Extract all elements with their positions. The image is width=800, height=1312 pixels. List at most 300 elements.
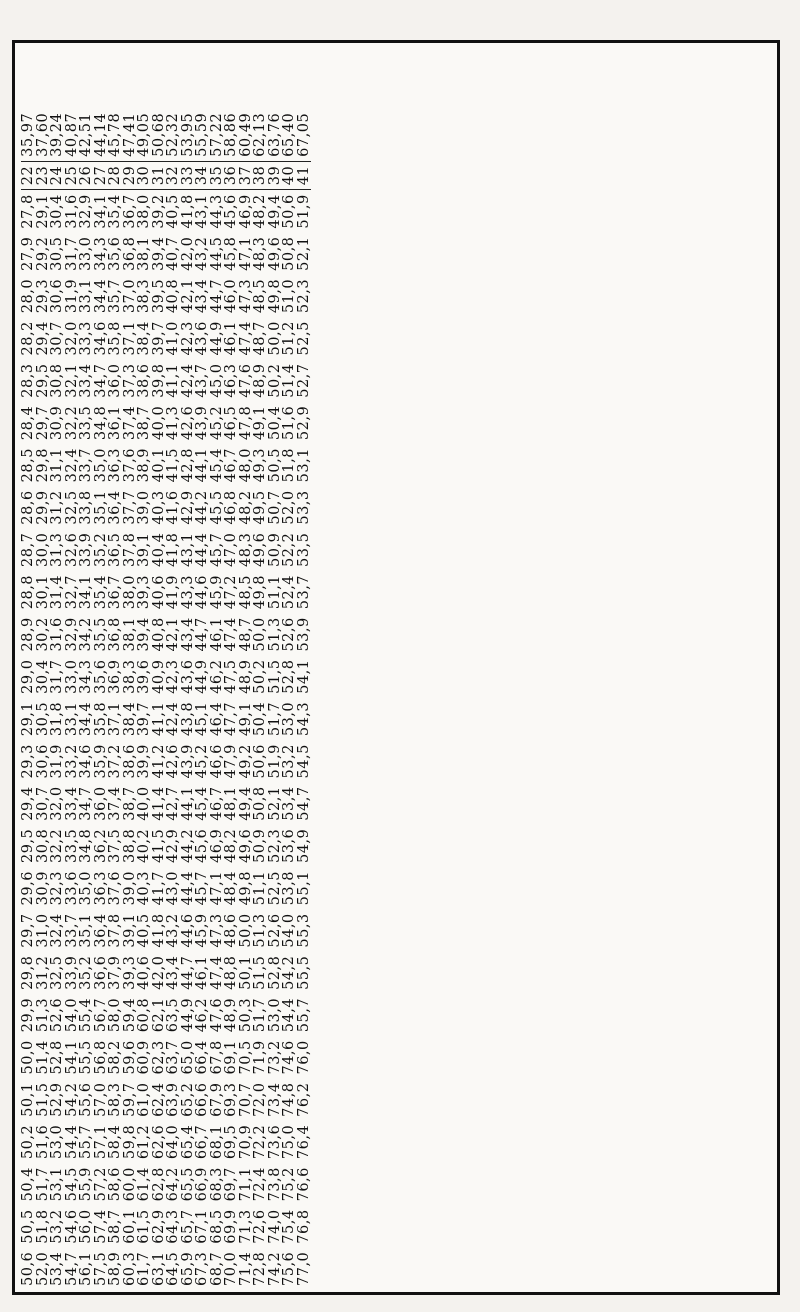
table-cell: 40,9 — [150, 659, 167, 694]
table-cell: 59,7 — [121, 1082, 138, 1117]
table-cell: 77,0 — [295, 1251, 312, 1286]
table-cell: 54,5 — [63, 1167, 80, 1202]
table-cell: 43,6 — [179, 659, 196, 694]
table-cell: 36,3 — [107, 448, 123, 483]
table-cell: 61,7 — [136, 1251, 152, 1286]
table-cell: 41,8 — [179, 194, 196, 229]
table-cell: 34,1 — [78, 574, 94, 610]
table-cell: 41,3 — [165, 405, 181, 441]
table-cell: 40,8 — [150, 617, 167, 652]
table-cell: 31,8 — [49, 701, 65, 737]
table-cell: 50,2 — [20, 1124, 36, 1160]
table-cell: 35,2 — [92, 532, 109, 567]
table-cell: 32,0 — [63, 321, 80, 356]
table-cell: 51,8 — [34, 1209, 51, 1244]
table-cell: 49,4 — [237, 786, 254, 821]
table-cell: 42,6 — [179, 405, 196, 441]
table-cell: 54,2 — [281, 955, 297, 990]
table-cell: 50,9 — [266, 532, 283, 567]
table-cell: 48,2 — [237, 490, 254, 525]
table-cell: 44,9 — [208, 321, 225, 356]
table-cell: 28,5 — [20, 448, 36, 483]
table-cell: 76,8 — [295, 1209, 312, 1244]
table-cell: 35,0 — [78, 871, 94, 906]
table-cell: 53,0 — [281, 701, 297, 737]
table-cell: 37,8 — [107, 913, 123, 948]
table-cell: 58,6 — [107, 1167, 123, 1202]
table-cell: 40,6 — [150, 574, 167, 610]
table-cell: 39,4 — [136, 617, 152, 652]
table-cell: 38,3 — [136, 278, 152, 314]
table-cell: 29,5 — [20, 828, 36, 864]
table-cell: 30,4 — [34, 659, 51, 694]
table-cell: 69,1 — [223, 1040, 239, 1075]
table-cell: 30,8 — [49, 363, 65, 398]
table-cell: 53,2 — [49, 1209, 65, 1244]
row-index-cell: 31 — [152, 161, 167, 189]
table-cell: 49,3 — [252, 448, 268, 483]
table-cell: 35,5 — [92, 617, 109, 652]
table-cell: 51,4 — [281, 363, 297, 398]
table-cell: 36,4 — [107, 490, 123, 525]
table-cell: 37,9 — [107, 955, 123, 990]
table-cell: 29,3 — [34, 278, 51, 314]
table-cell: 37,5 — [107, 828, 123, 864]
table-cell: 33,1 — [63, 701, 80, 737]
table-cell: 54,6 — [63, 1209, 80, 1244]
table-cell: 32,9 — [78, 194, 94, 229]
table-cell: 65,7 — [179, 1209, 196, 1244]
table-cell: 49,2 — [237, 744, 254, 779]
table-cell: 48,6 — [223, 913, 239, 948]
table-cell: 33,0 — [78, 236, 94, 271]
table-cell: 55,5 — [295, 955, 312, 990]
table-cell: 51,7 — [34, 1167, 51, 1202]
table-cell: 43,1 — [179, 532, 196, 567]
table-cell: 59,6 — [121, 1040, 138, 1075]
table-cell: 38,1 — [121, 617, 138, 652]
table-row — [297, 109, 312, 1290]
table-cell: 74,0 — [266, 1209, 283, 1244]
table-cell: 48,8 — [223, 955, 239, 990]
row-index-cell: 38 — [253, 161, 268, 189]
table-cell: 48,5 — [237, 574, 254, 610]
table-cell: 30,6 — [49, 278, 65, 314]
table-cell: 53,8 — [281, 871, 297, 906]
table-cell: 58,7 — [107, 1209, 123, 1244]
table-cell: 52,1 — [266, 786, 283, 821]
table-cell: 76,0 — [295, 1040, 312, 1075]
table-cell: 61,5 — [136, 1209, 152, 1244]
table-cell: 33,7 — [78, 448, 94, 483]
table-cell: 54,1 — [295, 659, 312, 694]
row-index-cell: 39 — [268, 161, 283, 189]
table-cell: 33,4 — [63, 786, 80, 821]
row-index-cell: 25 — [65, 161, 80, 189]
table-cell: 43,4 — [165, 955, 181, 990]
table-cell: 44,5 — [208, 236, 225, 271]
table-cell: 51,6 — [34, 1124, 51, 1160]
table-cell: 47,8 — [237, 405, 254, 441]
row-index-cell: 24 — [50, 161, 65, 189]
table-cell: 48,0 — [237, 448, 254, 483]
table-cell: 45,7 — [194, 871, 210, 906]
table-cell: 43,1 — [194, 194, 210, 229]
table-cell: 29,2 — [34, 236, 51, 271]
table-row — [282, 109, 297, 1290]
result-cell: 62,13 — [253, 109, 268, 162]
table-cell: 37,7 — [121, 490, 138, 525]
table-cell: 47,4 — [208, 955, 225, 990]
result-cell: 63,76 — [268, 109, 283, 162]
table-cell: 54,3 — [295, 701, 312, 737]
table-cell: 57,1 — [92, 1124, 109, 1160]
table-cell: 47,6 — [237, 363, 254, 398]
table-cell: 50,0 — [252, 617, 268, 652]
table-cell: 46,8 — [223, 490, 239, 525]
table-cell: 66,4 — [194, 1040, 210, 1075]
table-cell: 41,1 — [165, 363, 181, 398]
table-cell: 32,4 — [49, 913, 65, 948]
table-cell: 52,8 — [266, 955, 283, 990]
table-cell: 48,4 — [223, 871, 239, 906]
table-cell: 31,6 — [49, 617, 65, 652]
table-cell: 44,9 — [194, 659, 210, 694]
table-cell: 41,1 — [150, 701, 167, 737]
table-cell: 53,1 — [295, 448, 312, 483]
table-cell: 47,5 — [223, 659, 239, 694]
table-cell: 38,6 — [121, 744, 138, 779]
table-cell: 71,9 — [252, 1040, 268, 1075]
value-table-body — [21, 109, 311, 1290]
table-cell: 65,0 — [179, 1040, 196, 1075]
table-cell: 39,3 — [136, 574, 152, 610]
table-cell: 29,8 — [20, 955, 36, 990]
table-cell: 40,5 — [165, 194, 181, 229]
table-cell: 74,8 — [281, 1082, 297, 1117]
row-index-cell: 41 — [297, 161, 312, 189]
table-cell: 35,7 — [107, 278, 123, 314]
table-cell: 41,8 — [165, 532, 181, 567]
row-index-cell: 23 — [36, 161, 51, 189]
table-cell: 31,7 — [63, 236, 80, 271]
table-cell: 29,8 — [34, 448, 51, 483]
table-cell: 32,2 — [63, 405, 80, 441]
table-cell: 42,7 — [165, 786, 181, 821]
table-cell: 70,7 — [237, 1082, 254, 1117]
table-cell: 75,2 — [281, 1167, 297, 1202]
table-cell: 46,0 — [223, 278, 239, 314]
table-cell: 43,3 — [179, 574, 196, 610]
table-cell: 37,2 — [107, 744, 123, 779]
table-cell: 50,4 — [252, 701, 268, 737]
table-row — [108, 109, 123, 1290]
table-cell: 50,7 — [266, 490, 283, 525]
table-cell: 64,3 — [165, 1209, 181, 1244]
table-cell: 46,7 — [223, 448, 239, 483]
table-cell: 31,9 — [49, 744, 65, 779]
table-cell: 45,4 — [194, 786, 210, 821]
row-index-cell: 26 — [79, 161, 94, 189]
row-index-cell: 37 — [239, 161, 254, 189]
table-cell: 44,7 — [208, 278, 225, 314]
table-cell: 36,8 — [121, 236, 138, 271]
table-cell: 65,2 — [179, 1082, 196, 1117]
table-cell: 32,2 — [49, 828, 65, 864]
table-cell: 51,0 — [281, 278, 297, 314]
table-cell: 40,3 — [136, 871, 152, 906]
table-cell: 29,9 — [34, 490, 51, 525]
table-cell: 54,7 — [63, 1251, 80, 1286]
result-cell: 35,97 — [21, 109, 36, 162]
table-cell: 51,9 — [266, 744, 283, 779]
table-cell: 41,5 — [165, 448, 181, 483]
table-cell: 46,9 — [237, 194, 254, 229]
table-cell: 32,5 — [49, 955, 65, 990]
table-cell: 41,7 — [150, 871, 167, 906]
table-cell: 37,4 — [121, 405, 138, 441]
table-cell: 35,9 — [92, 744, 109, 779]
table-cell: 46,4 — [208, 701, 225, 737]
table-cell: 44,6 — [194, 574, 210, 610]
table-cell: 52,8 — [281, 659, 297, 694]
table-cell: 30,0 — [34, 532, 51, 567]
table-cell: 29,3 — [20, 744, 36, 779]
table-cell: 48,7 — [252, 321, 268, 356]
table-cell: 43,2 — [165, 913, 181, 948]
table-cell: 52,8 — [49, 1040, 65, 1075]
table-cell: 36,8 — [107, 617, 123, 652]
table-cell: 47,9 — [223, 744, 239, 779]
table-cell: 45,6 — [194, 828, 210, 864]
table-cell: 42,0 — [179, 236, 196, 271]
table-cell: 65,9 — [179, 1251, 196, 1286]
row-index-cell: 34 — [195, 161, 210, 189]
table-cell: 39,6 — [136, 659, 152, 694]
table-cell: 55,5 — [78, 1040, 94, 1075]
table-cell: 35,8 — [92, 701, 109, 737]
table-cell: 34,4 — [92, 278, 109, 314]
table-cell: 50,0 — [266, 321, 283, 356]
table-cell: 54,7 — [295, 786, 312, 821]
table-cell: 73,4 — [266, 1082, 283, 1117]
result-cell: 44,14 — [94, 109, 109, 162]
table-cell: 30,9 — [34, 871, 51, 906]
table-cell: 66,7 — [194, 1124, 210, 1160]
row-index-cell: 33 — [181, 161, 196, 189]
table-cell: 37,1 — [107, 701, 123, 737]
table-cell: 40,1 — [150, 448, 167, 483]
table-cell: 34,4 — [78, 701, 94, 737]
table-cell: 44,4 — [179, 871, 196, 906]
table-cell: 42,9 — [179, 490, 196, 525]
table-cell: 64,2 — [165, 1167, 181, 1202]
table-cell: 54,1 — [63, 1040, 80, 1075]
result-cell: 40,87 — [65, 109, 80, 162]
table-cell: 37,3 — [121, 363, 138, 398]
result-cell: 52,32 — [166, 109, 181, 162]
table-cell: 39,1 — [136, 532, 152, 567]
table-cell: 45,8 — [223, 236, 239, 271]
table-cell: 51,3 — [252, 913, 268, 948]
table-cell: 39,4 — [150, 236, 167, 271]
table-cell: 32,0 — [49, 786, 65, 821]
table-cell: 40,2 — [136, 828, 152, 864]
table-cell: 58,2 — [107, 1040, 123, 1075]
table-cell: 49,8 — [266, 278, 283, 314]
table-cell: 63,7 — [165, 1040, 181, 1075]
table-cell: 50,3 — [237, 997, 254, 1033]
table-cell: 64,0 — [165, 1124, 181, 1160]
table-cell: 33,9 — [78, 532, 94, 567]
table-cell: 44,4 — [194, 532, 210, 567]
table-cell: 40,6 — [136, 955, 152, 990]
table-cell: 39,0 — [136, 490, 152, 525]
table-cell: 48,3 — [252, 236, 268, 271]
table-cell: 39,1 — [121, 913, 138, 948]
table-cell: 71,3 — [237, 1209, 254, 1244]
table-cell: 36,9 — [107, 659, 123, 694]
table-cell: 32,7 — [63, 574, 80, 610]
table-cell: 34,1 — [92, 194, 109, 229]
value-table — [21, 109, 311, 1290]
table-cell: 68,3 — [208, 1167, 225, 1202]
table-cell: 39,9 — [136, 744, 152, 779]
table-cell: 46,2 — [208, 659, 225, 694]
table-cell: 38,7 — [121, 786, 138, 821]
table-cell: 45,6 — [223, 194, 239, 229]
table-cell: 42,1 — [179, 278, 196, 314]
table-cell: 59,4 — [121, 997, 138, 1033]
table-cell: 38,8 — [121, 828, 138, 864]
table-cell: 34,3 — [92, 236, 109, 271]
table-cell: 62,1 — [150, 997, 167, 1033]
table-cell: 30,1 — [34, 574, 51, 610]
table-cell: 61,0 — [136, 1082, 152, 1117]
table-cell: 36,5 — [107, 532, 123, 567]
result-cell: 58,86 — [224, 109, 239, 162]
table-cell: 72,6 — [252, 1209, 268, 1244]
table-cell: 54,5 — [295, 744, 312, 779]
table-cell: 53,3 — [295, 490, 312, 525]
table-cell: 70,0 — [223, 1251, 239, 1286]
table-cell: 47,3 — [208, 913, 225, 948]
table-cell: 45,2 — [194, 744, 210, 779]
table-cell: 76,2 — [295, 1082, 312, 1117]
result-cell: 57,22 — [210, 109, 225, 162]
table-cell: 42,4 — [165, 701, 181, 737]
table-cell: 73,2 — [266, 1040, 283, 1075]
table-row — [181, 109, 196, 1290]
table-cell: 44,2 — [194, 490, 210, 525]
table-cell: 45,4 — [208, 448, 225, 483]
table-cell: 47,0 — [223, 532, 239, 567]
table-cell: 33,6 — [63, 871, 80, 906]
table-cell: 34,7 — [92, 363, 109, 398]
table-cell: 47,4 — [223, 617, 239, 652]
table-cell: 51,6 — [281, 405, 297, 441]
table-cell: 52,6 — [281, 617, 297, 652]
table-row — [253, 109, 268, 1290]
table-cell: 53,7 — [295, 574, 312, 610]
table-cell: 57,4 — [92, 1209, 109, 1244]
table-cell: 65,5 — [179, 1167, 196, 1202]
table-cell: 30,9 — [49, 405, 65, 441]
table-cell: 50,1 — [20, 1082, 36, 1117]
table-cell: 36,3 — [92, 871, 109, 906]
table-cell: 33,0 — [63, 659, 80, 694]
table-cell: 47,7 — [223, 701, 239, 737]
table-cell: 37,6 — [107, 871, 123, 906]
table-cell: 62,8 — [150, 1167, 167, 1202]
table-cell: 73,8 — [266, 1167, 283, 1202]
table-cell: 30,8 — [34, 828, 51, 864]
table-cell: 57,0 — [92, 1082, 109, 1117]
table-cell: 53,0 — [266, 997, 283, 1033]
table-cell: 69,5 — [223, 1124, 239, 1160]
table-cell: 42,0 — [150, 955, 167, 990]
table-cell: 34,8 — [78, 828, 94, 864]
table-cell: 51,9 — [295, 194, 312, 229]
table-cell: 40,4 — [150, 532, 167, 567]
table-cell: 49,4 — [266, 194, 283, 229]
table-cell: 47,2 — [223, 574, 239, 610]
table-cell: 53,4 — [281, 786, 297, 821]
table-cell: 60,8 — [136, 997, 152, 1033]
table-cell: 46,1 — [194, 955, 210, 990]
table-cell: 44,7 — [194, 617, 210, 652]
table-cell: 33,4 — [78, 363, 94, 398]
row-index-cell: 32 — [166, 161, 181, 189]
table-cell: 49,6 — [237, 828, 254, 864]
table-cell: 45,5 — [208, 490, 225, 525]
table-cell: 76,6 — [295, 1167, 312, 1202]
table-cell: 45,0 — [208, 363, 225, 398]
table-cell: 67,9 — [208, 1082, 225, 1117]
table-cell: 43,4 — [194, 278, 210, 314]
table-cell: 53,9 — [295, 617, 312, 652]
table-cell: 40,0 — [150, 405, 167, 441]
table-cell: 65,4 — [179, 1124, 196, 1160]
table-cell: 53,5 — [295, 532, 312, 567]
table-cell: 51,3 — [266, 617, 283, 652]
row-index-cell: 35 — [210, 161, 225, 189]
table-cell: 40,0 — [136, 786, 152, 821]
table-cell: 46,3 — [223, 363, 239, 398]
table-cell: 40,8 — [165, 278, 181, 314]
table-cell: 72,2 — [252, 1124, 268, 1160]
table-cell: 31,1 — [49, 448, 65, 483]
table-cell: 34,3 — [78, 659, 94, 694]
table-cell: 32,9 — [63, 617, 80, 652]
table-cell: 52,9 — [49, 1082, 65, 1117]
table-cell: 48,3 — [237, 532, 254, 567]
table-cell: 33,5 — [63, 828, 80, 864]
table-cell: 29,7 — [20, 913, 36, 948]
table-cell: 48,9 — [252, 363, 268, 398]
result-cell: 60,49 — [239, 109, 254, 162]
table-cell: 43,8 — [179, 701, 196, 737]
row-index-cell: 22 — [21, 161, 36, 189]
table-cell: 30,2 — [34, 617, 51, 652]
table-cell: 51,5 — [34, 1082, 51, 1117]
table-cell: 28,0 — [20, 278, 36, 314]
table-cell: 62,3 — [150, 1040, 167, 1075]
table-cell: 56,1 — [78, 1251, 94, 1286]
result-cell: 42,51 — [79, 109, 94, 162]
table-cell: 64,5 — [165, 1251, 181, 1286]
table-cell: 46,9 — [208, 828, 225, 864]
